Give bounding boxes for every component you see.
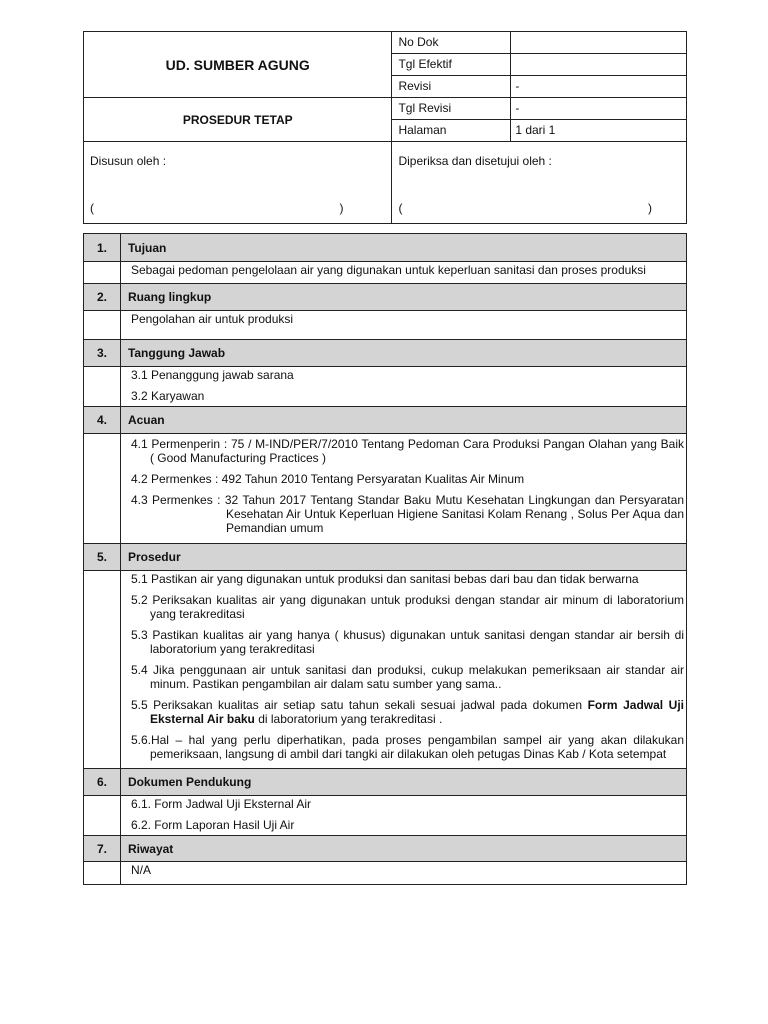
section-title: Riwayat — [120, 836, 686, 862]
field-value-tgl-revisi: - — [511, 98, 687, 120]
section-header-acuan — [84, 407, 687, 434]
field-value-halaman: 1 dari 1 — [511, 120, 687, 142]
list-item: 6.2. Form Laporan Hasil Uji Air — [130, 818, 295, 832]
section-header-tujuan — [84, 234, 687, 262]
prepared-by-cell — [84, 142, 392, 224]
tujuan-text: Sebagai pedoman pengelolaan air yang digunakan untuk keperluan sanitasi dan proses produksi — [130, 263, 646, 277]
section-number: 5. — [84, 544, 121, 571]
list-item: 4.2 Permenkes : 492 Tahun 2010 Tentang Persyaratan Kualitas Air Minum — [130, 472, 525, 486]
section-title: Acuan — [120, 407, 686, 434]
form-reference: Form Jadwal Uji Eksternal Air baku — [149, 698, 684, 726]
approved-by-paren-open: ( — [398, 201, 403, 215]
section-header-riwayat — [84, 836, 687, 862]
section-number: 4. — [84, 407, 121, 434]
list-item: 3.1 Penanggung jawab sarana — [130, 368, 294, 382]
prepared-by-label: Disusun oleh : — [90, 154, 167, 168]
section-number: 3. — [84, 340, 121, 367]
section-title: Prosedur — [120, 544, 686, 571]
section-header-tanggung-jawab — [84, 340, 687, 367]
approved-by-label: Diperiksa dan disetujui oleh : — [398, 154, 552, 168]
approved-by-paren-close: ) — [648, 201, 652, 215]
list-item: 5.4 Jika penggunaan air untuk sanitasi dan produksi, cukup melakukan pemeriksaan air standar air minum. Pastikan pengambilan air dalam satu sumber yang sama.. — [130, 663, 684, 691]
section-title: Tujuan — [120, 234, 686, 262]
prepared-by-paren-close: ) — [339, 201, 344, 215]
section-number: 2. — [84, 284, 121, 311]
item-text: di laboratorium yang terakreditasi . — [258, 712, 443, 726]
field-value-revisi: - — [511, 76, 687, 98]
field-value-tgl-efektif — [511, 54, 687, 76]
procedure-sections-table — [83, 233, 687, 885]
section-body-prosedur — [84, 571, 687, 769]
section-title: Ruang lingkup — [120, 284, 686, 311]
section-title: Dokumen Pendukung — [120, 769, 686, 796]
field-label-tgl-efektif: Tgl Efektif — [392, 54, 511, 76]
list-item: 5.1 Pastikan air yang digunakan untuk produksi dan sanitasi bebas dari bau dan tidak berwarna — [130, 572, 639, 586]
list-item: 5.6.Hal – hal yang perlu diperhatikan, pada proses pengambilan sampel air yang akan dilakukan pemeriksaan, langsung di ambil dari tangki air dilakukan oleh petugas Dinas Kab / Kota setempat — [130, 733, 684, 761]
list-item: 3.2 Karyawan — [130, 389, 205, 403]
company-name: UD. SUMBER AGUNG — [84, 32, 392, 98]
ruang-lingkup-text: Pengolahan air untuk produksi — [130, 312, 294, 326]
section-header-dokumen-pendukung — [84, 769, 687, 796]
item-text: 5.5 Periksakan kualitas air setiap satu tahun sekali sesuai jadwal pada dokumen — [130, 698, 583, 712]
field-label-no-dok: No Dok — [392, 32, 511, 54]
document-header-table — [83, 31, 687, 224]
section-header-prosedur — [84, 544, 687, 571]
field-label-tgl-revisi: Tgl Revisi — [392, 98, 511, 120]
field-label-halaman: Halaman — [392, 120, 511, 142]
field-value-no-dok — [511, 32, 687, 54]
list-item: 5.3 Pastikan kualitas air yang hanya ( khusus) digunakan untuk sanitasi dengan standar air bersih di laboratorium yang terakreditasi — [130, 628, 684, 656]
list-item: 5.2 Periksakan kualitas air yang digunakan untuk produksi dengan standar air minum di laboratorium yang terakreditasi — [130, 593, 684, 621]
prepared-by-paren-open: ( — [90, 201, 94, 215]
section-body-tujuan — [84, 262, 687, 284]
section-header-ruang-lingkup — [84, 284, 687, 311]
list-item-form-jadwal — [131, 698, 684, 726]
section-body-tanggung-jawab — [84, 367, 687, 407]
section-body-riwayat — [84, 862, 687, 885]
section-body-acuan — [84, 434, 687, 544]
list-item: 4.1 Permenperin : 75 / M-IND/PER/7/2010 Tentang Pedoman Cara Produksi Pangan Olahan yang Baik ( Good Manufacturing Practices ) — [130, 437, 684, 465]
section-number: 7. — [84, 836, 121, 862]
section-number: 1. — [84, 234, 121, 262]
riwayat-text: N/A — [130, 863, 151, 877]
section-body-dokumen-pendukung — [84, 796, 687, 836]
procedure-type: PROSEDUR TETAP — [84, 98, 392, 142]
list-item: 6.1. Form Jadwal Uji Eksternal Air — [130, 797, 311, 811]
list-item: 4.3 Permenkes : 32 Tahun 2017 Tentang Standar Baku Mutu Kesehatan Lingkungan dan Persyaratan Kesehatan Air Untuk Keperluan Higiene Sanitasi Kolam Renang , Solus Per Aqua dan Pemandian umum — [130, 493, 684, 535]
section-title: Tanggung Jawab — [120, 340, 686, 367]
approved-by-cell — [392, 142, 687, 224]
section-body-ruang-lingkup — [84, 311, 687, 340]
field-label-revisi: Revisi — [392, 76, 511, 98]
section-number: 6. — [84, 769, 121, 796]
